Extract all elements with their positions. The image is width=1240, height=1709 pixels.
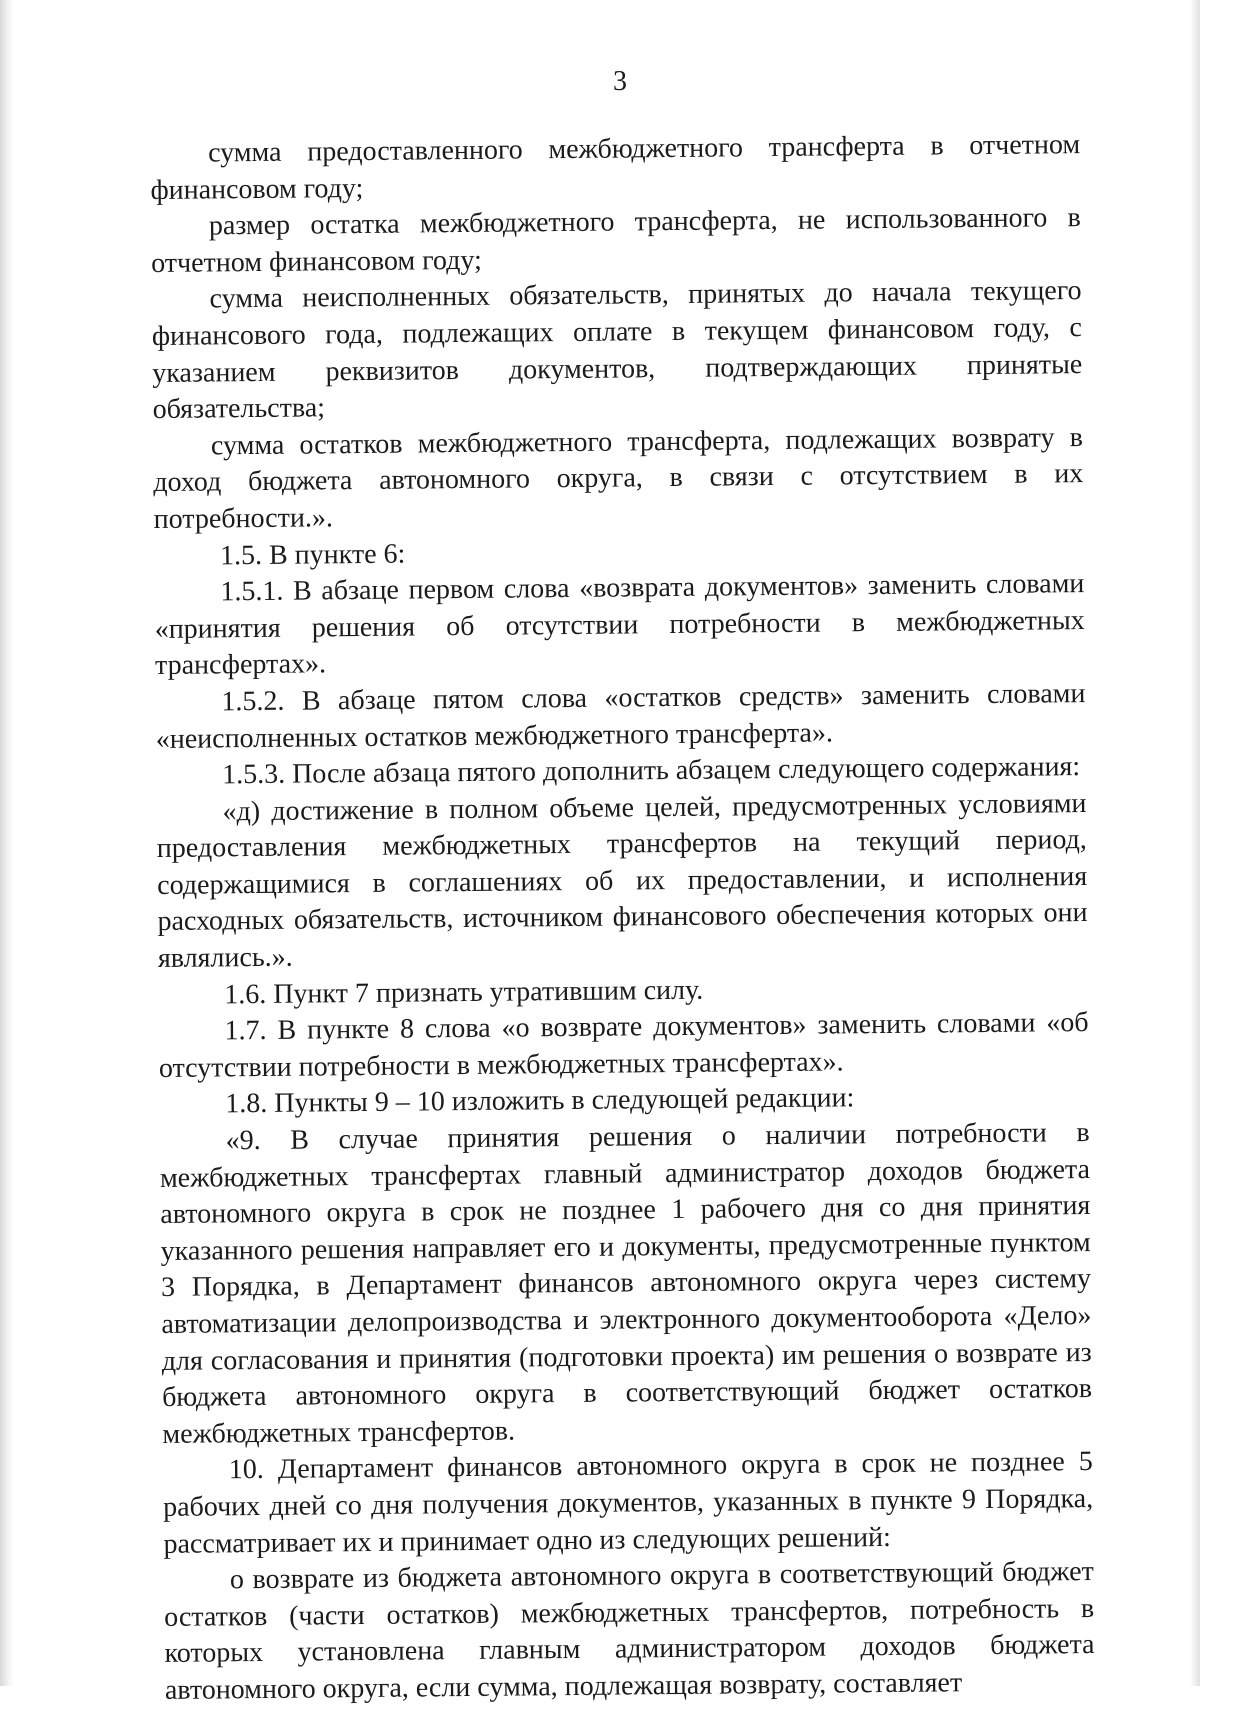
paragraph: 1.7. В пункте 8 слова «о возврате документов» заменить словами «об отсутствии потребности в межбюджетных трансфертах». bbox=[158, 1007, 1089, 1084]
scan-edge-left bbox=[0, 0, 14, 1686]
document-body bbox=[150, 127, 1095, 1709]
paragraph: сумма остатков межбюджетного трансферта, подлежащих возврату в доход бюджета автономного округа, в связи с отсутствием в их потребности.». bbox=[153, 421, 1084, 535]
paragraph: размер остатка межбюджетного трансферта, не использованного в отчетном финансовом году; bbox=[151, 202, 1081, 279]
paragraph: 1.5.1. В абзаце первом слова «возврата документов» заменить словами «принятия решения об отсутствии потребности в межбюджетных трансфертах». bbox=[154, 568, 1085, 682]
paragraph: 1.8. Пункты 9 – 10 изложить в следующей редакции: bbox=[225, 1082, 855, 1120]
page-number: 3 bbox=[613, 66, 627, 97]
paragraph: сумма предоставленного межбюджетного трансферта в отчетном финансовом году; bbox=[150, 129, 1081, 206]
paragraph: «9. В случае принятия решения о наличии потребности в межбюджетных трансфертах главный администратор доходов бюджета автономного округа в срок не позднее 1 рабочего дня со дня принятия указанного решения направляет его и документы, предусмотренные пунктом 3 Порядка, в Департамент финансов автономного округа через систему автоматизации делопроизводства и электронного документооборота «Дело» для согласования и принятия (подготовки проекта) им решения о возврате из бюджета автономного округа в соответствующий бюджет остатков межбюджетных трансфертов. bbox=[159, 1117, 1093, 1450]
paragraph: 1.5. В пункте 6: bbox=[219, 538, 406, 571]
paragraph: 1.6. Пункт 7 признать утратившим силу. bbox=[224, 974, 704, 1010]
paragraph: 1.5.2. В абзаце пятом слова «остатков средств» заменить словами «неисполненных остатков межбюджетного трансферта». bbox=[155, 677, 1086, 755]
paragraph: о возврате из бюджета автономного округа в соответствующий бюджет остатков (части остатков) межбюджетных трансфертов, потребность в которых установлена главным администратором доходов бюджета автономного округа, если сумма, подлежащая возврату, составляет bbox=[164, 1556, 1095, 1706]
paragraph: 10. Департамент финансов автономного округа в срок не позднее 5 рабочих дней со дня получения документов, указанных в пункте 9 Порядка, рассматривает их и принимает одно из следующих решений: bbox=[163, 1446, 1094, 1560]
paragraph: 1.5.3. После абзаца пятого дополнить абзацем следующего содержания: bbox=[221, 751, 1081, 791]
paragraph: «д) достижение в полном объеме целей, предусмотренных условиями предоставления межбюджетных трансфертов на текущий период, содержащимися в соглашениях об их предоставлении, и исполнения расходных обязательств, источником финансового обеспечения которых они являлись.». bbox=[156, 787, 1088, 975]
scan-edge-right bbox=[1190, 0, 1200, 1686]
paragraph: сумма неисполненных обязательств, принятых до начала текущего финансового года, подлежащих оплате в текущем финансовом году, с указанием реквизитов документов, подтверждающих принятые обязательства; bbox=[151, 275, 1083, 426]
